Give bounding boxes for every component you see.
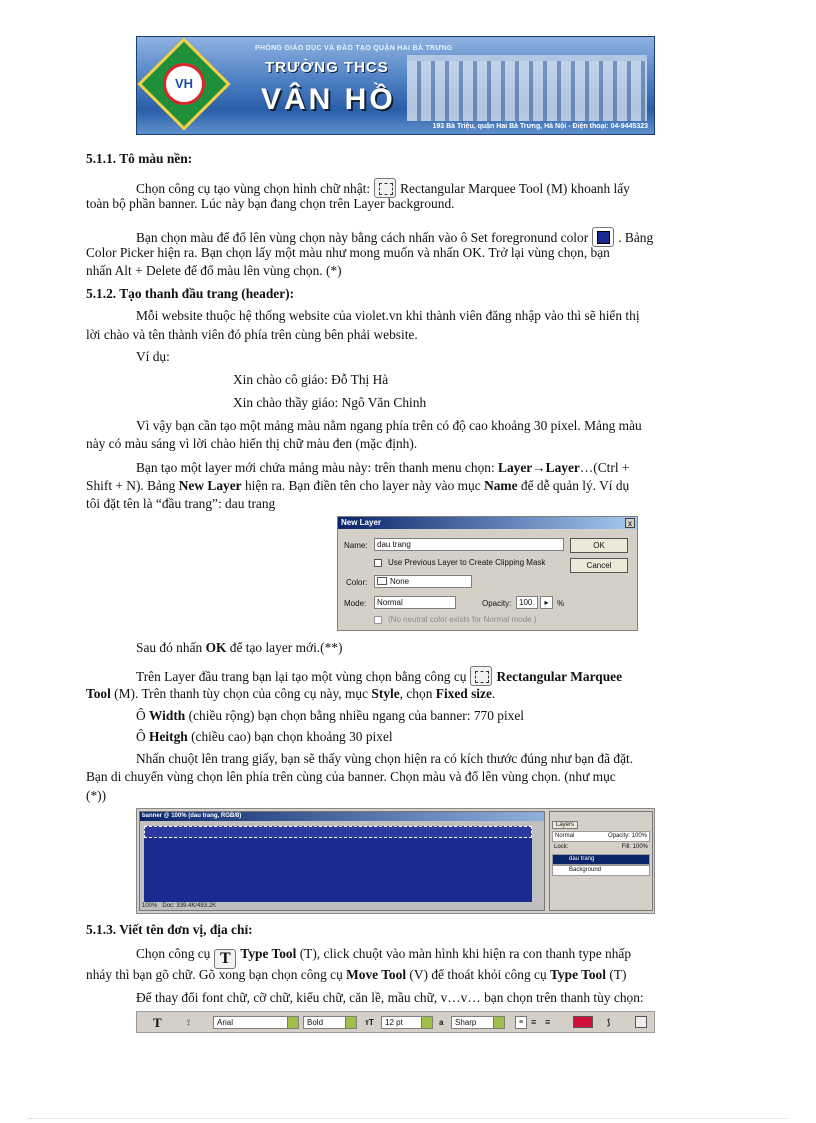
text-orientation-icon[interactable]: ⟟ (187, 1018, 190, 1027)
warp-text-icon[interactable]: ⟆ (607, 1018, 611, 1027)
example-1: Xin chào cô giáo: Đỗ Thị Hà (233, 372, 389, 387)
neutral-color-label: (No neutral color exists for Normal mode.) (388, 615, 537, 624)
page-bottom-rule (28, 1118, 788, 1119)
align-center-icon[interactable]: ≡ (531, 1017, 537, 1027)
s511-p1c: toàn bộ phần banner. Lúc này bạn đang chọn trên Layer background. (86, 196, 455, 211)
type-tool-icon: T (214, 949, 236, 969)
antialias-select[interactable]: Sharp (451, 1016, 505, 1029)
dialog-title: New Layer (338, 517, 637, 529)
font-dropdown-icon (287, 1017, 298, 1028)
type-tool-glyph[interactable]: T (153, 1015, 162, 1030)
new-layer-dialog (337, 516, 638, 631)
s512-p2b: này có màu sáng vì lời chào hiển thị chữ màu đen (mặc định). (86, 436, 418, 451)
opacity-arrow-icon[interactable]: ▸ (540, 596, 553, 609)
s512-p2a: Vì vậy bạn cần tạo một mảng màu nằm ngang phía trên có độ cao khoảng 30 pixel. Mảng màu (136, 418, 642, 433)
banner-name: VÂN HỒ (261, 83, 396, 116)
layers-panel (549, 811, 653, 911)
layer-name-input[interactable]: dau trang (374, 538, 564, 551)
banner-org: PHÒNG GIÁO DỤC VÀ ĐÀO TẠO QUẬN HAI BÀ TRƯNG (255, 45, 453, 52)
s512-p3a: Bạn tạo một layer mới chứa mảng màu này: trên thanh menu chọn: Layer→Layer…(Ctrl + (136, 460, 630, 475)
aa-dropdown-icon (493, 1017, 504, 1028)
antialias-icon: a (439, 1018, 444, 1027)
banner-school: TRƯỜNG THCS (265, 59, 389, 76)
align-right-icon[interactable]: ≡ (545, 1017, 551, 1027)
style-dropdown-icon (345, 1017, 356, 1028)
neutral-color-checkbox (374, 616, 382, 624)
opacity-percent: % (557, 599, 565, 608)
s512-after1: Sau đó nhấn OK để tạo layer mới.(**) (136, 640, 343, 655)
dialog-name-label: Name: (344, 541, 368, 550)
s512-p3b: Shift + N). Bảng New Layer hiện ra. Bạn điền tên cho layer này vào mục Name để dễ quản lý. Ví dụ (86, 478, 630, 493)
dialog-close-button[interactable]: x (625, 518, 635, 528)
s511-p2c: Color Picker hiện ra. Bạn chọn lấy một màu như mong muốn và nhấn OK. Trở lại vùng chọn, bạn (86, 245, 610, 260)
opacity-label: Opacity: (482, 599, 512, 608)
heading-512: 5.1.2. Tạo thanh đầu trang (header): (86, 286, 295, 301)
heading-513: 5.1.3. Viết tên đơn vị, địa chỉ: (86, 922, 253, 937)
header-selection (144, 826, 532, 838)
s512-p1b: lời chào và tên thành viên đó phía trên cùng bên phải website. (86, 327, 418, 342)
dialog-color-label: Color: (346, 578, 368, 587)
layers-tab[interactable]: Layers (552, 821, 578, 829)
clipping-mask-checkbox[interactable] (374, 559, 382, 567)
heading-511: 5.1.1. Tô màu nền: (86, 151, 193, 166)
font-style-select[interactable]: Bold (303, 1016, 357, 1029)
s513-p1b: nháy thì bạn gõ chữ. Gõ xong bạn chọn công cụ Move Tool (V) để thoát khỏi công cụ Type Tool (T) (86, 967, 627, 982)
height-line: Ô Heitgh (chiều cao) bạn chọn khoảng 30 pixel (136, 729, 393, 744)
school-logo-mark: VH (163, 63, 205, 105)
mode-select[interactable]: Normal (374, 596, 456, 609)
blend-mode[interactable]: Normal Opacity: 100% (552, 831, 650, 842)
example-2: Xin chào thầy giáo: Ngô Văn Chinh (233, 395, 427, 410)
ok-button[interactable]: OK (570, 538, 628, 553)
rectangular-marquee-icon (374, 178, 396, 198)
s512-vd: Ví dụ: (136, 349, 170, 364)
cancel-button[interactable]: Cancel (570, 558, 628, 573)
s512-p4a: Trên Layer đầu trang bạn lại tạo một vùng chọn bằng công cụ Rectangular Marquee (136, 666, 622, 686)
font-size-icon: ᴛT (365, 1018, 374, 1027)
s512-p1a: Mỗi website thuộc hệ thống website của violet.vn khi thành viên đăng nhập vào thì sẽ hiển thị (136, 308, 640, 323)
s511-p2a: Bạn chọn màu để đổ lên vùng chọn này bằng cách nhấn vào ô Set foregronund color . Bảng (136, 227, 653, 247)
s511-p1a: Chọn công cụ tạo vùng chọn hình chữ nhật: Rectangular Marquee Tool (M) khoanh lấy (136, 178, 630, 198)
s512-p5b: Bạn di chuyển vùng chọn lên phía trên cùng của banner. Chọn màu và đổ lên vùng chọn. (như mục (86, 769, 616, 784)
s512-p3c: tôi đặt tên là “đầu trang”: dau trang (86, 496, 276, 511)
document-window (139, 811, 545, 911)
banner-address: 193 Bà Triệu, quận Hai Bà Trưng, Hà Nội - Điện thoại: 04-9445323 (432, 123, 648, 130)
opacity-input[interactable]: 100 (516, 596, 538, 609)
clipping-mask-label: Use Previous Layer to Create Clipping Mask (388, 558, 546, 567)
palettes-icon[interactable] (635, 1016, 647, 1028)
s511-p2d: nhấn Alt + Delete để đổ màu lên vùng chọn. (*) (86, 263, 342, 278)
dialog-mode-label: Mode: (344, 599, 367, 608)
s512-p5c: (*)) (86, 788, 107, 803)
align-left-icon[interactable]: ≡ (515, 1016, 527, 1029)
text-color-swatch[interactable] (573, 1016, 593, 1028)
size-dropdown-icon (421, 1017, 432, 1028)
layer-dau-trang[interactable]: dau trang (552, 854, 650, 865)
banner-building (407, 55, 647, 121)
s513-p1a: Chọn công cụ T Type Tool (T), click chuột vào màn hình khi hiện ra con thanh type nhấp (136, 946, 632, 967)
font-family-select[interactable]: Arial (213, 1016, 299, 1029)
font-size-select[interactable]: 12 pt (381, 1016, 433, 1029)
photoshop-screenshot (136, 808, 655, 914)
foreground-color-icon (592, 227, 614, 247)
s513-p2: Để thay đổi font chữ, cỡ chữ, kiểu chữ, căn lề, mầu chữ, v…v… bạn chọn trên thanh tùy chọn: (136, 990, 644, 1005)
s512-p4b: Tool (M). Trên thanh tùy chọn của công cụ này, mục Style, chọn Fixed size. (86, 686, 496, 701)
layer-background[interactable]: Background (552, 865, 650, 876)
status-bar: 100% Doc: 339.4K/493.2K (142, 903, 217, 909)
document-title: banner @ 100% (dau trang, RGB/8) (140, 812, 544, 821)
s512-p5a: Nhấn chuột lên trang giấy, bạn sẽ thấy vùng chọn hiện ra có kích thước đúng như bạn đã đặt. (136, 751, 634, 766)
lock-row: Lock: Fill: 100% (554, 844, 648, 850)
rectangular-marquee-icon-2 (470, 666, 492, 686)
color-select[interactable]: None (374, 575, 472, 588)
school-banner-image (136, 36, 655, 135)
width-line: Ô Width (chiều rộng) bạn chọn bằng nhiều ngang của banner: 770 pixel (136, 708, 525, 723)
type-options-toolbar (136, 1011, 655, 1033)
